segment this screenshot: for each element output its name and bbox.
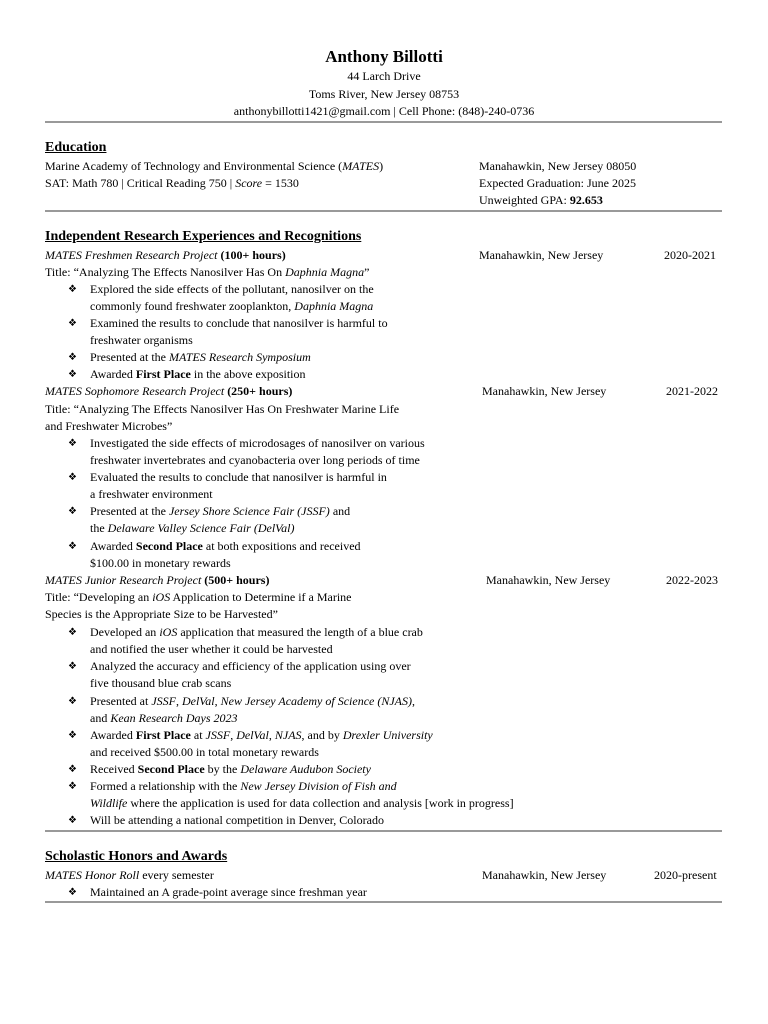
sophomore-project-name: MATES Sophomore Research Project (250+ hours) xyxy=(45,384,293,398)
bullet-icon: ❖ xyxy=(68,472,77,483)
junior-bullet-4-line-1: Awarded First Place at JSSF, DelVal, NJAS, and by Drexler University xyxy=(90,728,433,742)
address-line-1: 44 Larch Drive xyxy=(347,69,421,83)
honors-bullet-1: Maintained an A grade-point average since freshman year xyxy=(90,885,367,899)
research-heading: Independent Research Experiences and Recognitions xyxy=(45,229,362,244)
junior-bullet-7: Will be attending a national competition in Denver, Colorado xyxy=(90,813,384,827)
junior-bullet-4-line-2: and received $500.00 in total monetary rewards xyxy=(90,745,319,759)
divider xyxy=(45,830,722,832)
sophomore-location: Manahawkin, New Jersey xyxy=(482,384,607,398)
resume-name: Anthony Billotti xyxy=(325,47,443,66)
bullet-icon: ❖ xyxy=(68,284,77,295)
junior-location: Manahawkin, New Jersey xyxy=(486,573,611,587)
sophomore-bullet-1-line-2: freshwater invertebrates and cyanobacteria over long periods of time xyxy=(90,453,420,467)
junior-bullet-6-line-2: Wildlife where the application is used for data collection and analysis [work in progress] xyxy=(90,796,514,810)
junior-bullet-3-line-1: Presented at JSSF, DelVal, New Jersey Academy of Science (NJAS), xyxy=(90,694,416,708)
junior-years: 2022-2023 xyxy=(666,573,718,587)
junior-bullet-3-line-2: and Kean Research Days 2023 xyxy=(90,711,238,725)
junior-title-line-2: Species is the Appropriate Size to be Harvested” xyxy=(45,607,278,621)
bullet-icon: ❖ xyxy=(68,627,77,638)
education-gpa: Unweighted GPA: 92.653 xyxy=(479,193,603,207)
junior-bullet-2-line-2: five thousand blue crab scans xyxy=(90,676,232,690)
honors-years: 2020-present xyxy=(654,868,717,882)
freshman-title: Title: “Analyzing The Effects Nanosilver Has On Daphnia Magna” xyxy=(45,265,370,279)
bullet-icon: ❖ xyxy=(68,506,77,517)
education-graduation: Expected Graduation: June 2025 xyxy=(479,176,636,190)
sophomore-title-line-1: Title: “Analyzing The Effects Nanosilver Has On Freshwater Marine Life xyxy=(45,402,400,416)
bullet-icon: ❖ xyxy=(68,352,77,363)
education-location: Manahawkin, New Jersey 08050 xyxy=(479,159,637,173)
bullet-icon: ❖ xyxy=(68,661,77,672)
junior-bullet-6-line-1: Formed a relationship with the New Jersey Division of Fish and xyxy=(90,779,397,793)
divider xyxy=(45,210,722,212)
junior-bullet-5: Received Second Place by the Delaware Audubon Society xyxy=(90,762,371,776)
sophomore-title-line-2: and Freshwater Microbes” xyxy=(45,419,173,433)
sophomore-bullet-1-line-1: Investigated the side effects of microdosages of nanosilver on various xyxy=(90,436,425,450)
sophomore-bullet-2-line-1: Evaluated the results to conclude that nanosilver is harmful in xyxy=(90,470,387,484)
freshman-bullet-2-line-2: freshwater organisms xyxy=(90,333,193,347)
freshman-bullet-2-line-1: Examined the results to conclude that nanosilver is harmful to xyxy=(90,316,388,330)
bullet-icon: ❖ xyxy=(68,887,77,898)
divider xyxy=(45,121,722,123)
honors-heading: Scholastic Honors and Awards xyxy=(45,849,228,864)
education-sat: SAT: Math 780 | Critical Reading 750 | Score = 1530 xyxy=(45,176,299,190)
bullet-icon: ❖ xyxy=(68,764,77,775)
honors-location: Manahawkin, New Jersey xyxy=(482,868,607,882)
contact-line: anthonybillotti1421@gmail.com | Cell Phone: (848)-240-0736 xyxy=(233,104,535,118)
address-line-2: Toms River, New Jersey 08753 xyxy=(308,87,460,101)
education-school: Marine Academy of Technology and Environmental Science (MATES) xyxy=(45,159,384,173)
freshman-bullet-4: Awarded First Place in the above exposition xyxy=(90,367,306,381)
sophomore-bullet-4-line-1: Awarded Second Place at both expositions and received xyxy=(90,539,361,553)
divider xyxy=(45,901,722,903)
junior-title-line-1: Title: “Developing an iOS Application to Determine if a Marine xyxy=(45,590,352,604)
sophomore-bullet-4-line-2: $100.00 in monetary rewards xyxy=(90,556,231,570)
freshman-bullet-1-line-2: commonly found freshwater zooplankton, Daphnia Magna xyxy=(90,299,374,313)
sophomore-bullet-3-line-1: Presented at the Jersey Shore Science Fair (JSSF) and xyxy=(90,504,351,518)
bullet-icon: ❖ xyxy=(68,781,77,792)
freshman-bullet-3: Presented at the MATES Research Symposium xyxy=(90,350,311,364)
freshman-years: 2020-2021 xyxy=(664,248,716,262)
sophomore-bullet-3-line-2: the Delaware Valley Science Fair (DelVal) xyxy=(90,521,295,535)
junior-project-name: MATES Junior Research Project (500+ hours) xyxy=(45,573,270,587)
education-heading: Education xyxy=(45,140,107,155)
junior-bullet-1-line-1: Developed an iOS application that measured the length of a blue crab xyxy=(90,625,423,639)
junior-bullet-1-line-2: and notified the user whether it could be harvested xyxy=(90,642,333,656)
freshman-location: Manahawkin, New Jersey xyxy=(479,248,604,262)
bullet-icon: ❖ xyxy=(68,696,77,707)
freshman-project-name: MATES Freshmen Research Project (100+ hours) xyxy=(45,248,286,262)
bullet-icon: ❖ xyxy=(68,815,77,826)
bullet-icon: ❖ xyxy=(68,318,77,329)
bullet-icon: ❖ xyxy=(68,369,77,380)
bullet-icon: ❖ xyxy=(68,438,77,449)
bullet-icon: ❖ xyxy=(68,730,77,741)
freshman-bullet-1-line-1: Explored the side effects of the pollutant, nanosilver on the xyxy=(90,282,374,296)
sophomore-bullet-2-line-2: a freshwater environment xyxy=(90,487,213,501)
junior-bullet-2-line-1: Analyzed the accuracy and efficiency of the application using over xyxy=(90,659,411,673)
bullet-icon: ❖ xyxy=(68,541,77,552)
sophomore-years: 2021-2022 xyxy=(666,384,718,398)
honor-roll-name: MATES Honor Roll every semester xyxy=(45,868,214,882)
